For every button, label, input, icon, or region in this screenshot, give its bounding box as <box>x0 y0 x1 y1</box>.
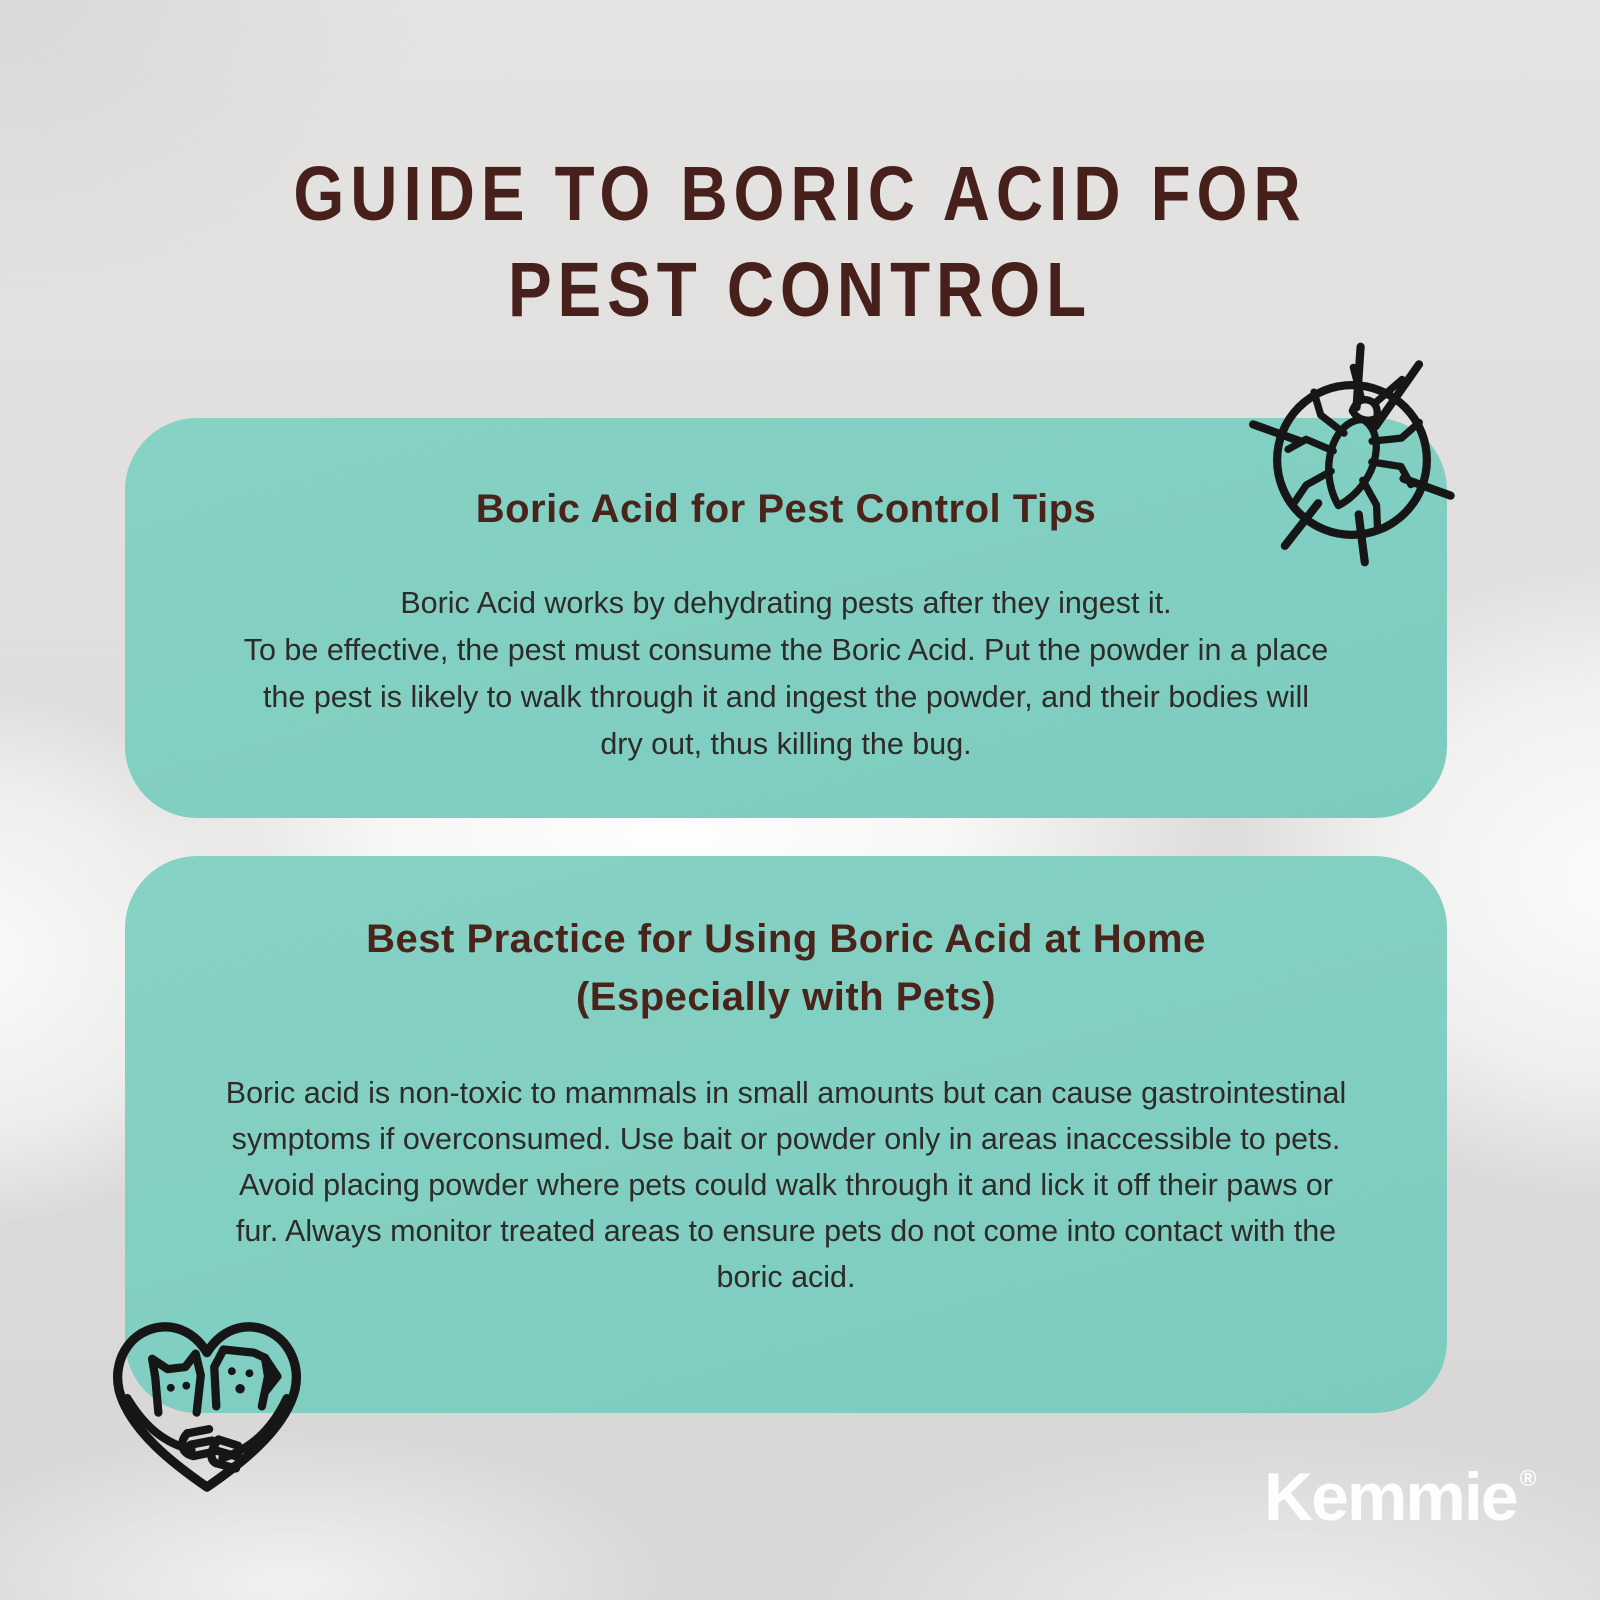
pets-heart-icon-svg <box>88 1276 326 1514</box>
roach-target-icon <box>1226 334 1478 586</box>
card-2-heading-line1: Best Practice for Using Boric Acid at Home <box>366 917 1206 961</box>
card-1-heading-line1: Boric Acid for Pest Control Tips <box>475 487 1097 531</box>
card-2-body-line: fur. Always monitor treated areas to ensure pets do not come into contact with the <box>235 1214 1337 1248</box>
card-2-body-line: symptoms if overconsumed. Use bait or powder only in areas inaccessible to pets. <box>231 1122 1341 1156</box>
brand-name: Kemmie <box>1264 1459 1517 1535</box>
card-2-body-line: boric acid. <box>716 1260 856 1294</box>
pets-heart-icon <box>88 1276 326 1514</box>
card-2-body-line: Avoid placing powder where pets could walk through it and lick it off their paws or <box>238 1168 1334 1202</box>
brand-logo <box>1264 1442 1537 1533</box>
card-2-body-line: Boric acid is non-toxic to mammals in small amounts but can cause gastrointestinal <box>225 1076 1347 1110</box>
card-1-body-line: To be effective, the pest must consume the Boric Acid. Put the powder in a place <box>243 633 1329 667</box>
roach-target-icon-svg <box>1226 334 1478 586</box>
page-title-line1: GUIDE TO BORIC ACID FOR <box>293 151 1307 237</box>
card-1-body-line: the pest is likely to walk through it and ingest the powder, and their bodies will <box>262 680 1310 714</box>
card-1-body <box>125 580 1447 768</box>
card-2-heading <box>125 910 1447 1026</box>
card-2-heading-line2: (Especially with Pets) <box>575 975 997 1019</box>
card-1-body-line: Boric Acid works by dehydrating pests after they ingest it. <box>400 586 1172 620</box>
page-title-line2: PEST CONTROL <box>507 247 1093 333</box>
registered-mark: ® <box>1519 1465 1537 1491</box>
page-title <box>120 146 1480 338</box>
card-1-body-line: dry out, thus killing the bug. <box>600 727 972 761</box>
card-2-body <box>125 1070 1447 1300</box>
